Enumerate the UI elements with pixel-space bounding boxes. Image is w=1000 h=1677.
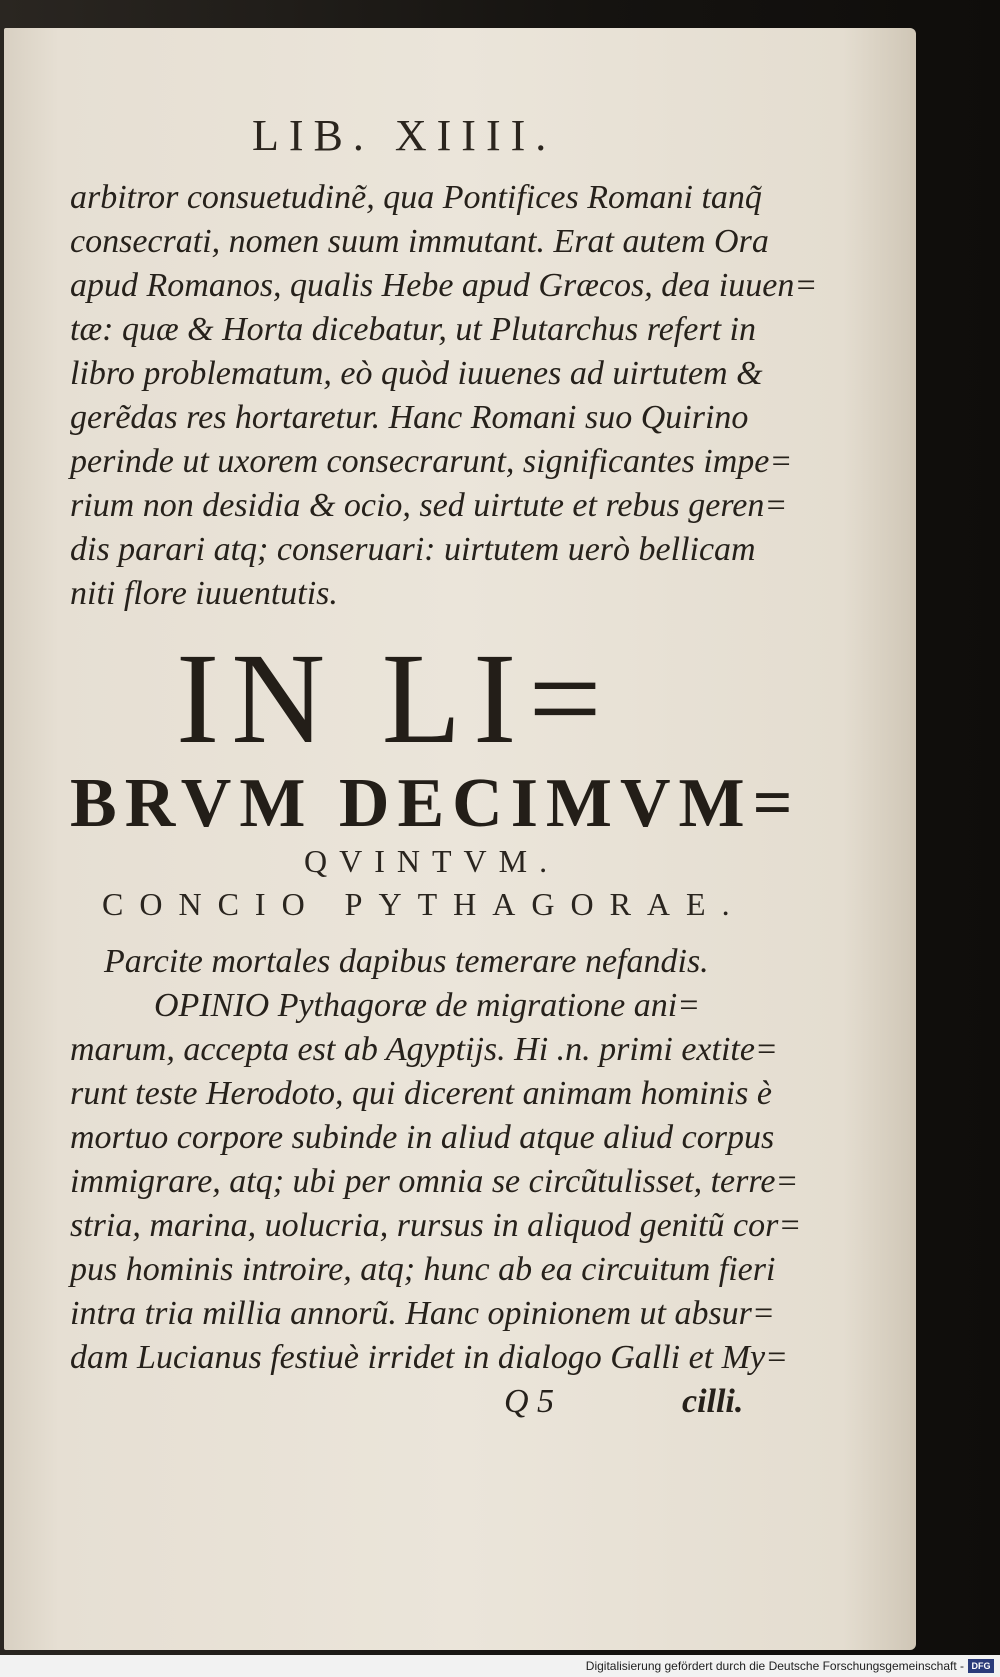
text-line: dam Lucianus festiuè irridet in dialogo Galli et My= xyxy=(70,1339,789,1376)
text-line: intra tria millia annorũ. Hanc opinionem ut absur= xyxy=(70,1295,775,1332)
top-trimmed-line xyxy=(184,28,884,42)
footer-bar xyxy=(0,1655,1000,1677)
section-title-small: QVINTVM. xyxy=(304,843,560,879)
catchword: cilli. xyxy=(682,1383,744,1420)
text-line: pus hominis introire, atq; hunc ab ea circuitum fieri xyxy=(70,1251,776,1288)
text-line: marum, accepta est ab Agyptijs. Hi .n. primi extite= xyxy=(70,1031,778,1068)
text-line: consecrati, nomen suum immutant. Erat autem Ora xyxy=(70,223,769,260)
running-head: LIB. XIIII. xyxy=(252,111,557,160)
text-line: mortuo corpore subinde in aliud atque aliud corpus xyxy=(70,1119,775,1156)
section-title-bold: BRVM DECIMVM= xyxy=(70,765,801,842)
text-line: gerẽdas res hortaretur. Hanc Romani suo Quirino xyxy=(70,399,749,436)
verse-line: Parcite mortales dapibus temerare nefandis. xyxy=(104,943,709,980)
text-line: arbitror consuetudinẽ, qua Pontifices Romani tanq̃ xyxy=(70,179,762,216)
text-line: tæ: quæ & Horta dicebatur, ut Plutarchus refert in xyxy=(70,311,756,348)
text-line: immigrare, atq; ubi per omnia se circũtulisset, terre= xyxy=(70,1163,799,1200)
footer-credit: Digitalisierung gefördert durch die Deutsche Forschungsgemeinschaft - xyxy=(585,1659,964,1673)
text-line: OPINIO Pythagoræ de migratione ani= xyxy=(154,987,701,1024)
concio-heading: CONCIO PYTHAGORAE. xyxy=(102,886,746,922)
text-line: dis parari atq; conseruari: uirtutem uerò bellicam xyxy=(70,531,756,568)
text-line: rium non desidia & ocio, sed uirtute et rebus geren= xyxy=(70,487,788,524)
text-line: perinde ut uxorem consecrarunt, significantes impe= xyxy=(70,443,793,480)
signature-mark: Q 5 xyxy=(504,1383,555,1420)
book-page xyxy=(4,28,916,1650)
text-line: runt teste Herodoto, qui dicerent animam hominis è xyxy=(70,1075,772,1112)
text-line: libro problematum, eò quòd iuuenes ad uirtutem & xyxy=(70,355,763,392)
text-line: stria, marina, uolucria, rursus in aliquod genitũ cor= xyxy=(70,1207,802,1244)
text-line: apud Romanos, qualis Hebe apud Græcos, dea iuuen= xyxy=(70,267,818,304)
text-line: niti flore iuuentutis. xyxy=(70,575,338,612)
section-title-large: IN LI= xyxy=(176,627,614,771)
dfg-logo: DFG xyxy=(968,1659,994,1673)
